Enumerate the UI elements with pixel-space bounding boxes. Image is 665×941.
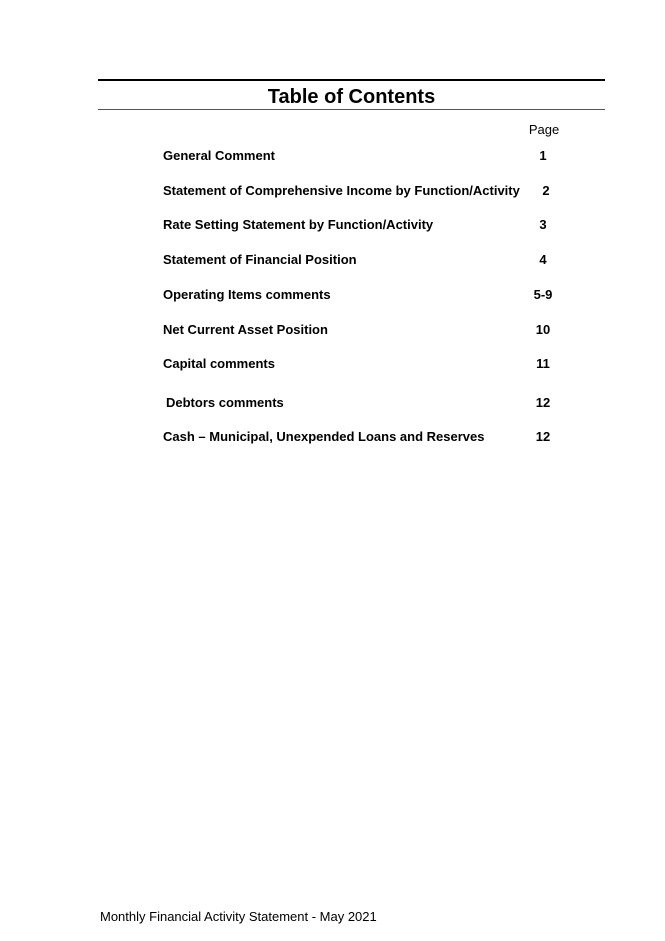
title-bottom-rule xyxy=(98,109,605,110)
toc-entry-cash-reserves xyxy=(163,428,583,446)
toc-entry-operating-items xyxy=(163,286,583,304)
toc-entry-page: 10 xyxy=(535,322,551,337)
toc-entry-financial-position xyxy=(163,251,583,269)
toc-entry-label: General Comment xyxy=(163,148,275,163)
toc-entry-page: 12 xyxy=(535,429,551,444)
toc-entry-page: 4 xyxy=(539,252,547,267)
toc-entry-capital-comments xyxy=(163,355,583,373)
toc-entry-net-current-asset xyxy=(163,321,583,339)
toc-entry-label: Net Current Asset Position xyxy=(163,322,328,337)
page-title: Table of Contents xyxy=(267,86,436,108)
toc-entry-rate-setting xyxy=(163,216,583,234)
toc-entry-label: Operating Items comments xyxy=(163,287,331,302)
toc-entry-label: Statement of Comprehensive Income by Function/Activity xyxy=(163,183,520,198)
toc-entry-debtors-comments xyxy=(163,394,583,412)
toc-entry-page: 2 xyxy=(542,183,550,198)
page-column-header: Page xyxy=(528,122,560,137)
title-top-rule xyxy=(98,79,605,81)
toc-entry-page: 3 xyxy=(539,217,547,232)
toc-entry-label: Debtors comments xyxy=(166,395,284,410)
toc-entry-page: 12 xyxy=(535,395,551,410)
toc-entry-label: Statement of Financial Position xyxy=(163,252,357,267)
toc-entry-label: Cash – Municipal, Unexpended Loans and Reserves xyxy=(163,429,485,444)
page-footer: Monthly Financial Activity Statement - May 2021 xyxy=(100,909,377,924)
toc-entry-label: Rate Setting Statement by Function/Activity xyxy=(163,217,434,232)
toc-entry-page: 11 xyxy=(536,356,550,371)
toc-entry-page: 5-9 xyxy=(533,287,553,302)
toc-entry-page: 1 xyxy=(539,148,547,163)
toc-entry-comprehensive-income xyxy=(163,182,583,200)
toc-entry-label: Capital comments xyxy=(163,356,275,371)
toc-entry-general-comment xyxy=(163,147,583,165)
